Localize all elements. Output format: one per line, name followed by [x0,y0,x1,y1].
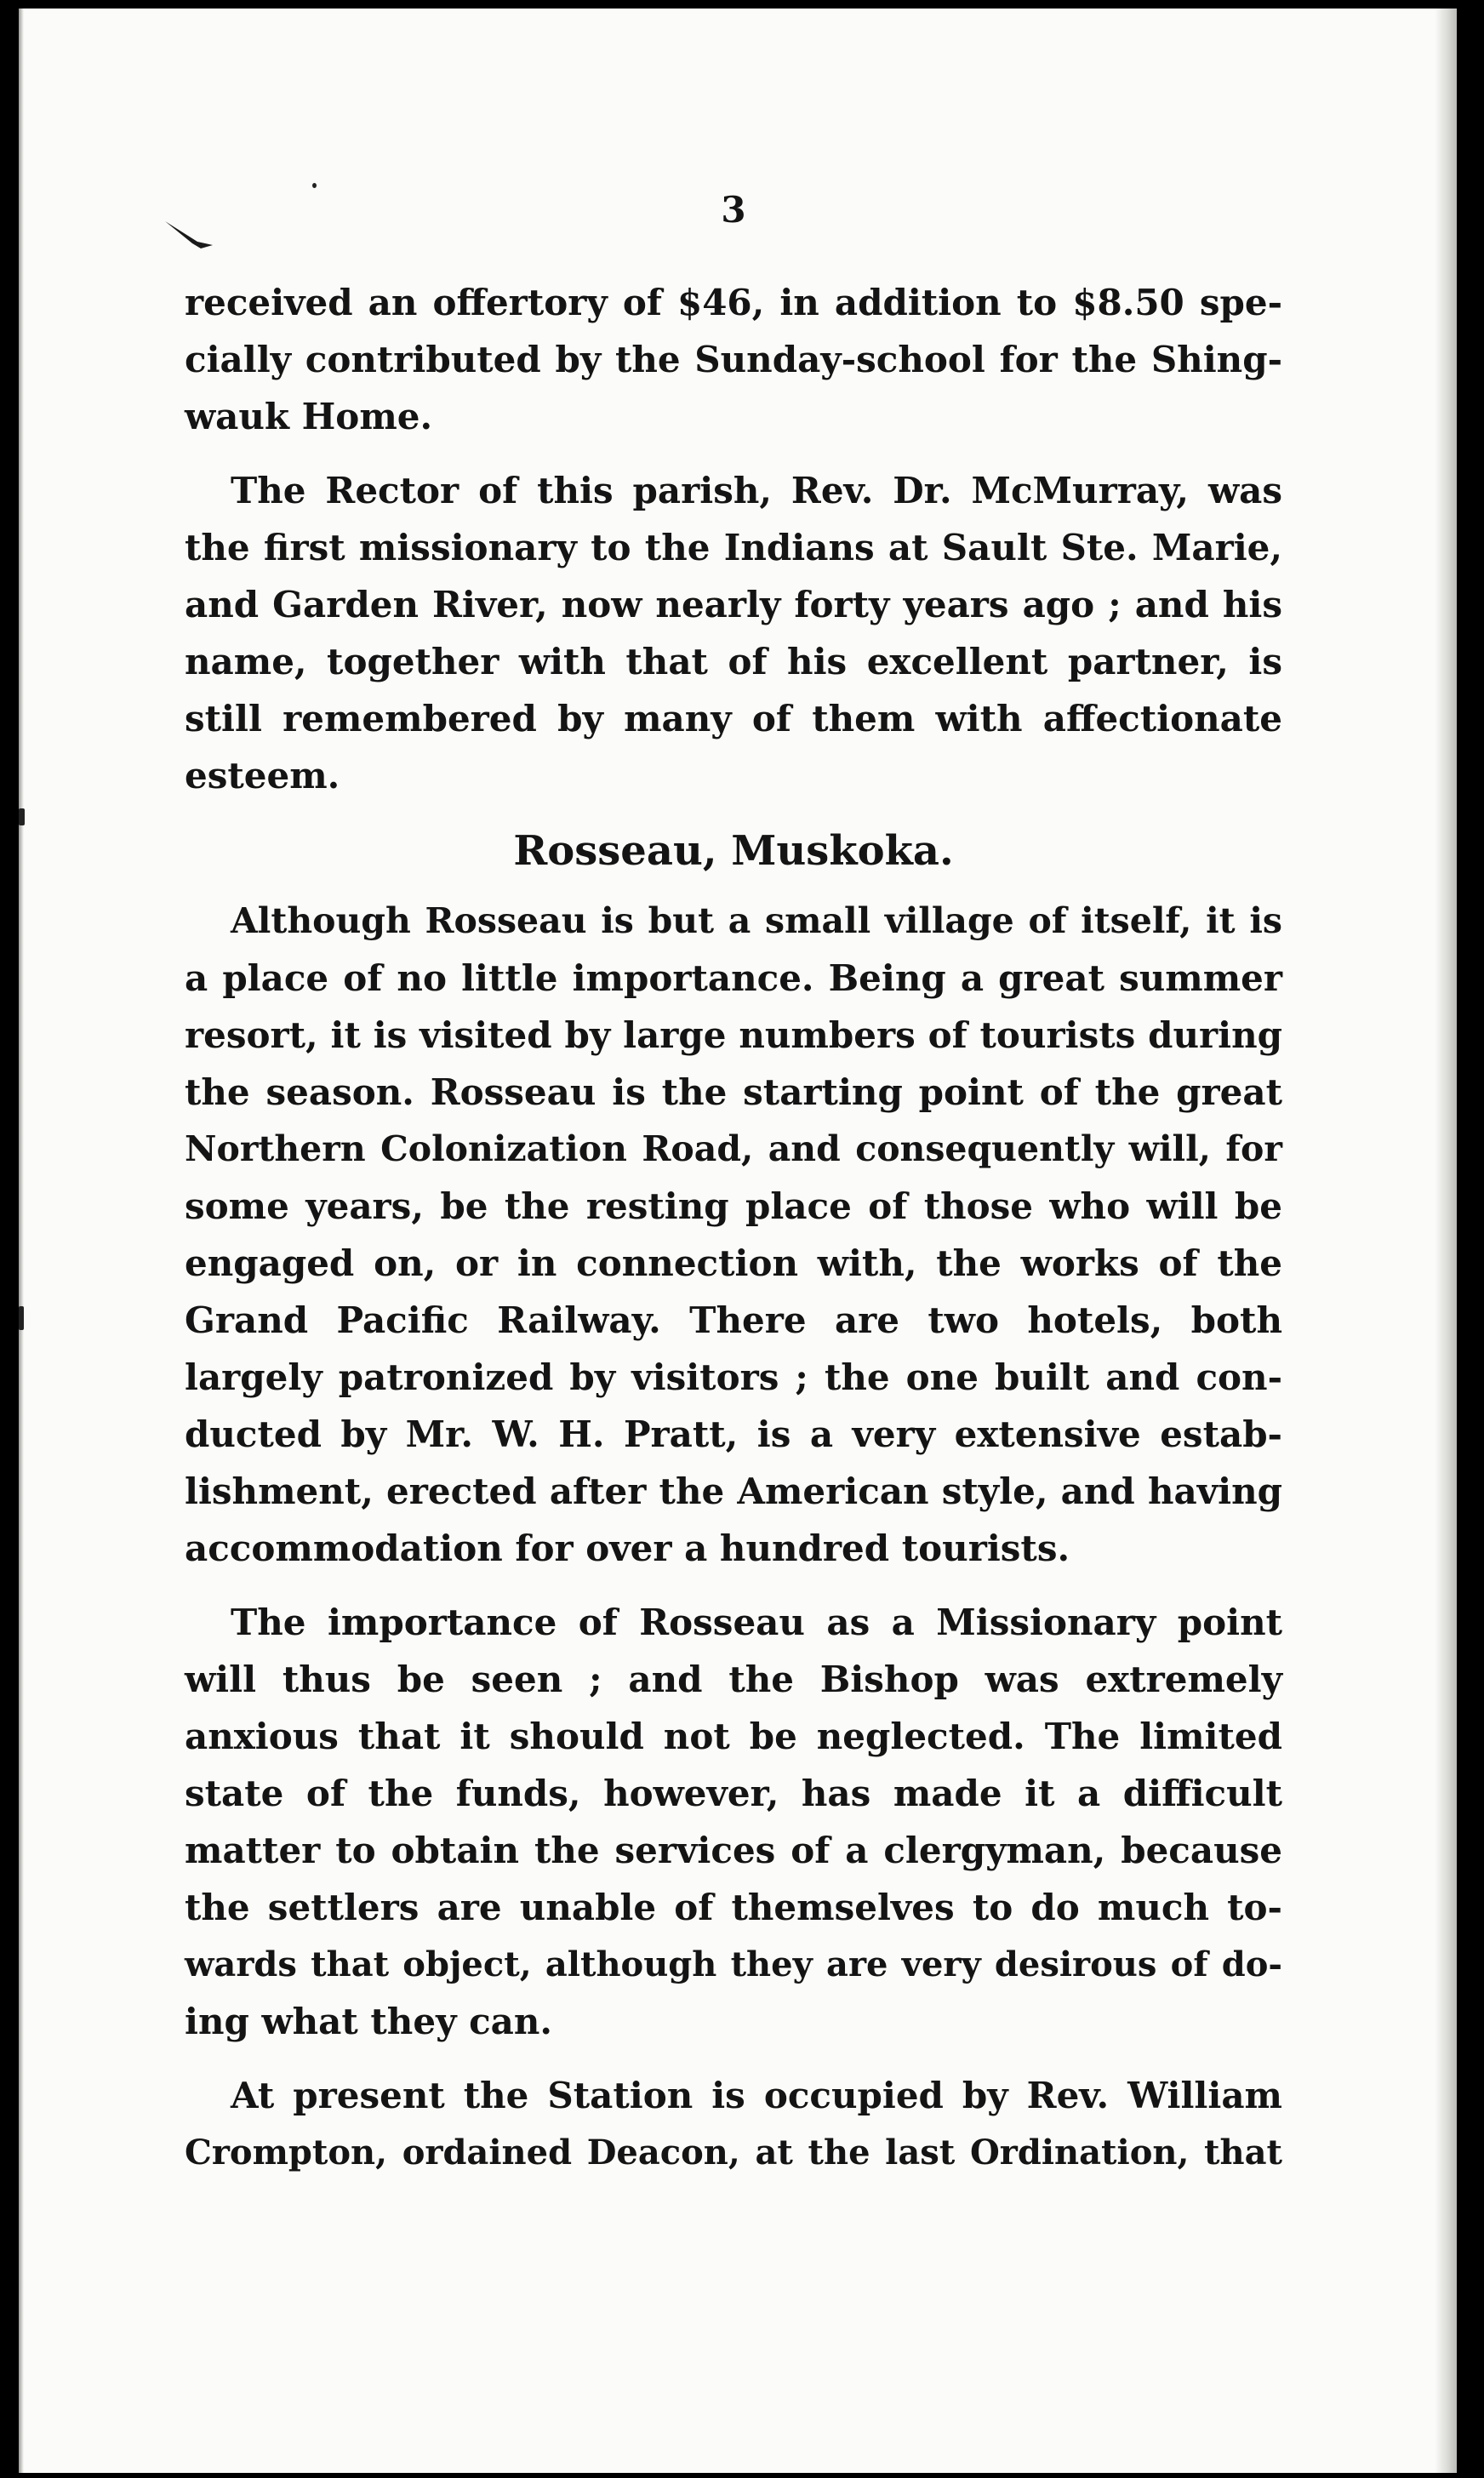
text-line: Grand Pacific Railway. There are two hotels, both [185,1299,1282,1341]
ink-speck [19,1306,24,1330]
document-page [19,9,1457,2473]
text-line: esteem. [185,755,340,796]
text-line: lishment, erected after the American style, and having [185,1470,1282,1512]
text-line: the season. Rosseau is the starting point of the great [185,1071,1282,1113]
text-line: Crompton, ordained Deacon, at the last Ordination, that [185,2133,1282,2173]
text-line: a place of no little importance. Being a great summer [185,957,1282,999]
page-spine-shadow [19,9,24,2473]
text-line: and Garden River, now nearly forty years ago ; and his [185,584,1282,625]
paragraph-missionary-point [185,1594,1282,2050]
section-heading: Rosseau, Muskoka. [513,827,954,875]
text-line: cially contributed by the Sunday-school for the Shing- [185,339,1282,380]
text-line: the settlers are unable of themselves to do much to- [185,1887,1282,1928]
text-line: Although Rosseau is but a small village of itself, it is [231,900,1282,941]
text-line: state of the funds, however, has made it a difficult [185,1773,1282,1814]
text-line: largely patronized by visitors ; the one built and con- [185,1356,1282,1398]
text-line: anxious that it should not be neglected. The limited [185,1716,1282,1757]
ink-speck [19,808,25,825]
paragraph-rosseau-description [185,893,1282,1577]
text-line: the first missionary to the Indians at Sault Ste. Marie, [185,527,1282,568]
text-line: ducted by Mr. W. H. Pratt, is a very extensive estab- [185,1413,1282,1455]
text-line: The importance of Rosseau as a Missionary point [231,1602,1282,1643]
page-edge-shadow [1435,9,1457,2473]
page-text [185,180,1282,2198]
text-line: received an offertory of $46, in addition to $8.50 spe- [185,282,1282,323]
paragraph-offertory [185,274,1282,445]
paragraph-station [185,2067,1282,2181]
page-number: 3 [721,189,746,231]
text-line: At present the Station is occupied by Rev. William [231,2075,1282,2116]
text-line: still remembered by many of them with affectionate [185,698,1282,739]
text-line: The Rector of this parish, Rev. Dr. McMurray, was [231,470,1282,511]
text-line: name, together with that of his excellent partner, is [185,641,1282,682]
text-line: matter to obtain the services of a clergyman, because [185,1830,1282,1871]
text-line: resort, it is visited by large numbers of tourists during [185,1014,1282,1056]
text-line: will thus be seen ; and the Bishop was extremely [185,1659,1282,1700]
text-line: Northern Colonization Road, and consequently will, for [185,1128,1282,1169]
paragraph-rector [185,462,1282,804]
text-line: accommodation for over a hundred tourists. [185,1527,1070,1569]
text-line: ing what they can. [185,2001,553,2042]
text-line: some years, be the resting place of those who will be [185,1185,1282,1227]
text-line: wauk Home. [185,396,433,437]
text-line: engaged on, or in connection with, the works of the [185,1242,1282,1284]
text-line: wards that object, although they are very desirous of do- [185,1944,1282,1984]
